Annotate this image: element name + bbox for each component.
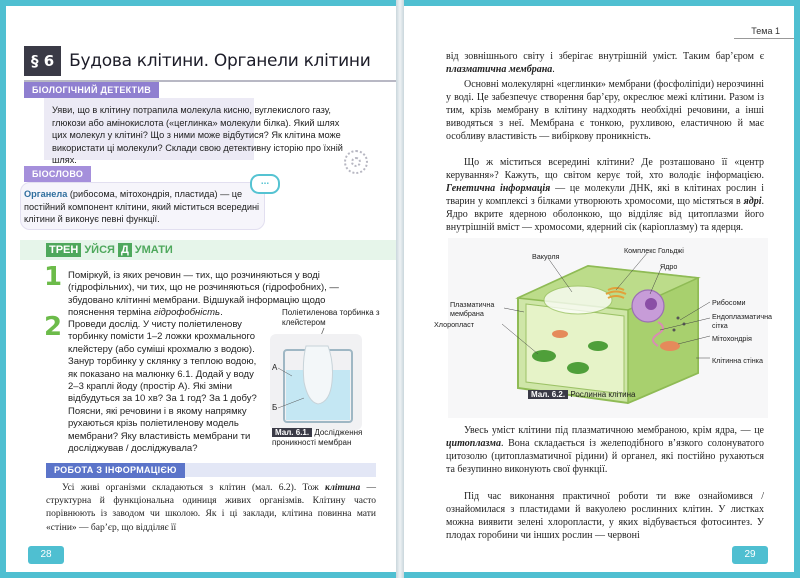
chloroplast-2 — [567, 362, 589, 374]
organelle-definition: (рибосома, мітохондрія, пластида) — це постійний компонент клітини, який міститься всередині клітини й виконує певні функції. — [24, 189, 260, 225]
task-2-text: Проведи дослід. У чисту поліетиленову торбинку помісти 1–2 ложки крохмального клейстеру (або суміші крохмалю з водою). Занур торбинку у склянку з теплою водою, як показано на малюнку 6.1. Додай у воду 2–3 краплі йоду (простір А). Які зміни відбудуться за 10 хв? За 1 год? За 1 добу? Поясни, які речовини і в якому напрямку рухаються крізь поліетиленову модель мембрани? Яку властивість мембрани ти досліджував / досліджувала? — [68, 319, 257, 455]
lesson-header — [24, 42, 370, 80]
paragraph-1 — [446, 50, 764, 76]
lesson-badge: § 6 — [24, 46, 61, 76]
topic-rule — [734, 38, 794, 39]
label-vacuole: Вакуоля — [532, 252, 560, 261]
task-1-body: Поміркуй, із яких речовин — тих, що розчиняються у воді (гідрофільних), чи тих, що не розчиняються (гідрофобних), — збудовано клітинні мембрани. Відшукай інформацію щодо пояснення терміна — [68, 270, 339, 319]
think-seg-4: УМАТИ — [134, 244, 173, 256]
term-nucleus: ядрі — [743, 196, 762, 208]
lesson-title: Будова клітини. Органели клітини — [69, 51, 371, 71]
chloroplast-3 — [588, 341, 608, 351]
term-organelle: Органела — [24, 189, 68, 199]
info-tab: РОБОТА З ІНФОРМАЦІЄЮ — [46, 463, 185, 478]
right-page — [404, 6, 794, 572]
page-number-left: 28 — [28, 546, 64, 564]
label-ribosomes: Рибосоми — [712, 298, 746, 307]
fig61-label: Поліетиленова торбинка з клейстером — [282, 308, 380, 327]
paragraph-2: Основні молекулярні «цеглинки» мембрани (фосфоліпіди) нерозчинні у воді. Це забезпечує створення бар’єру, окреслює межі клітини. Разом із тим, крізь мембрану в клітину надходять необхідні речовини, а інші виводяться з неї. Мембрана є тонкою, рухливою, еластичною й має особливу властивість — вибіркову проникність. — [446, 79, 764, 143]
label-golgi: Комплекс Гольджі — [624, 246, 684, 255]
biography-tab: БІОСЛОВО — [24, 166, 91, 182]
info-text-start: Усі живі організми складаються з клітин (мал. 6.2). Тож — [62, 483, 325, 493]
term-hydrophobicity: гідрофобність — [153, 307, 221, 319]
nucleolus-shape — [645, 298, 657, 310]
info-text — [46, 482, 376, 535]
task-number-2: 2 — [44, 312, 63, 342]
paragraph-3 — [446, 156, 764, 235]
cell-front-face — [526, 304, 624, 394]
fig62-badge: Мал. 6.2. — [528, 390, 568, 399]
term-cytoplasm: цитоплазма — [446, 438, 501, 450]
label-b: Б — [272, 403, 278, 412]
think-title — [46, 241, 176, 259]
paragraph-4 — [446, 424, 764, 476]
detective-tab: БІОЛОГІЧНИЙ ДЕТЕКТИВ — [24, 82, 159, 98]
mitochondrion-2 — [552, 330, 568, 338]
mitochondrion-1 — [660, 341, 680, 351]
speech-bubble-icon: ... — [250, 174, 280, 194]
topic-label: Тема 1 — [751, 26, 780, 36]
label-membrane: Плазматична мембрана — [450, 300, 495, 318]
task-number-1: 1 — [44, 262, 63, 292]
fig61-badge: Мал. 6.1. — [272, 428, 312, 437]
label-cell-wall: Клітинна стінка — [712, 356, 763, 365]
p4-start: Увесь уміст клітини під плазматичною мембраною, крім ядра, — це — [464, 425, 764, 436]
think-seg-3: Д — [118, 243, 132, 257]
label-er: Ендоплазматична сітка — [712, 312, 773, 330]
info-text-end: — структурна й функціональна одиниця живих організмів. Клітину часто порівнюють із заводом чи школою. Як і ці заклади, клітина повинна мати «стіни» — бар’єр, що відділяє її — [46, 483, 376, 533]
term-plasma-membrane: плазматична мембрана — [446, 64, 553, 76]
left-page — [6, 6, 396, 572]
p1-start: від зовнішнього світу і зберігає внутрішній уміст. Таким бар’єром є — [446, 51, 764, 62]
term-genetic-info: Генетична інформація — [446, 183, 551, 195]
detective-text: Уяви, що в клітину потрапила молекула кисню, вуглекислого газу, глюкози або амінокислота («цеглинка» молекули білка). Який шлях цих молекул у клітині? Що з ними може відбутися? Як клітина може використати ці молекули? Склади свою детективну історію про їхній шлях. — [52, 105, 343, 166]
think-seg-1: ТРЕН — [46, 243, 81, 257]
fig62-caption — [528, 390, 635, 399]
biography-text — [24, 188, 264, 226]
task-1-end: . — [220, 307, 223, 319]
label-a: А — [272, 363, 278, 372]
plastic-bag — [303, 346, 332, 404]
fingerprint-icon — [344, 150, 368, 174]
term-cell: клітина — [324, 483, 361, 493]
think-seg-2: УЙСЯ — [84, 244, 115, 256]
label-chloroplast: Хлоропласт — [434, 320, 475, 329]
p3-end: . Ядро вкрите ядерною оболонкою, що відділяє від цитоплазми його внутрішній вміст — хромосоми, ядерний сік (каріоплазму) та ядерця. — [446, 196, 764, 234]
fig61-caption-text: Дослідження проникності мембран — [272, 428, 363, 447]
paragraph-5: Під час виконання практичної роботи ти вже ознайомився / ознайомилася з пластидами й вакуолею рослинних клітин. У листках можна виявити зелені хлоропласти, у яких відбувається фотосинтез. У плодах горобини чи інших рослин — червоні — [446, 491, 764, 542]
p3-start: Що ж міститься всередині клітини? Де розташовано її «центр керування»? Кажуть, що світом керує той, хто володіє інформацією. — [446, 157, 764, 182]
p4-end: . Вона складається із желеподібного в’язкого солонуватого цитозолю (цитоплазматичної рідини) й органел, які постійно рухаються та безупинно виконують свої функції. — [446, 438, 764, 476]
book-gutter — [396, 0, 404, 578]
p1-end: . — [552, 64, 555, 76]
fig61-caption — [272, 428, 382, 448]
page-number-right: 29 — [732, 546, 768, 564]
fig62-caption-text: Рослинна клітина — [570, 390, 636, 399]
label-mitochondria: Мітохондрія — [712, 334, 752, 343]
vacuole-shape — [544, 286, 612, 314]
p3-mid: — це молекули ДНК, які в клітинах рослин і тварин у комплексі з білками утворюють хромосоми, що містяться в — [446, 183, 764, 208]
label-nucleus: Ядро — [660, 262, 678, 271]
